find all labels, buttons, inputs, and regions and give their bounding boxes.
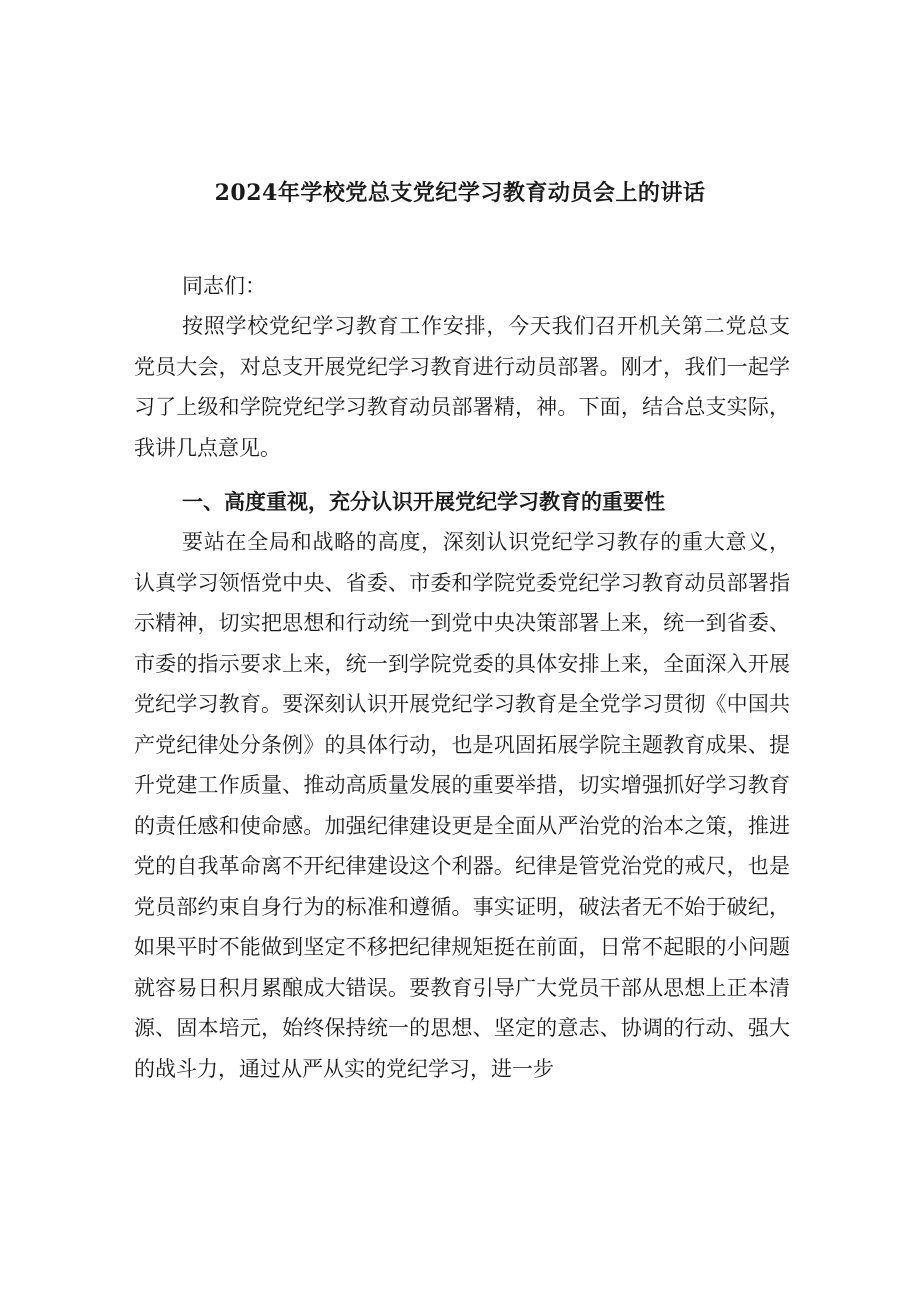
greeting-text: 同志们： — [182, 274, 266, 298]
document-title: 2024年学校党总支党纪学习教育动员会上的讲话 — [214, 180, 706, 206]
opening-paragraph: 按照学校党纪学习教育工作安排，今天我们召开机关第二党总支党员大会，对总支开展党纪学习教育进行动员部署。刚才，我们一起学习了上级和学院党纪学习教育动员部署精，神。下面，结合总支实际，我讲几点意见。 — [134, 314, 790, 460]
section-heading-1: 一、高度重视，充分认识开展党纪学习教育的重要性 — [182, 490, 665, 514]
section-1-paragraph: 要站在全局和战略的高度，深刻认识党纪学习教存的重大意义，认真学习领悟党中央、省委、市委和学院党委党纪学习教育动员部署指示精神，切实把思想和行动统一到党中央决策部署上来，统一到省委、市委的指示要求上来，统一到学院党委的具体安排上来，全面深入开展党纪学习教育。要深刻认识开展党纪学习教育是全党学习贯彻《中国共产党纪律处分条例》的具体行动，也是巩固拓展学院主题教育成果、提升党建工作质量、推动高质量发展的重要举措，切实增强抓好学习教育的责任感和使命感。加强纪律建设更是全面从严治党的治本之策，推进党的自我革命离不开纪律建设这个利器。纪律是管党治党的戒尺，也是党员部约束自身行为的标准和遵循。事实证明，破法者无不始于破纪，如果平时不能做到坚定不移把纪律规矩挺在前面，日常不起眼的小问题就容易日积月累酿成大错误。要教育引导广大党员干部从思想上正本清源、固本培元，始终保持统一的思想、坚定的意志、协调的行动、强大的战斗力，通过从严从实的党纪学习，进一步 — [134, 530, 790, 1081]
